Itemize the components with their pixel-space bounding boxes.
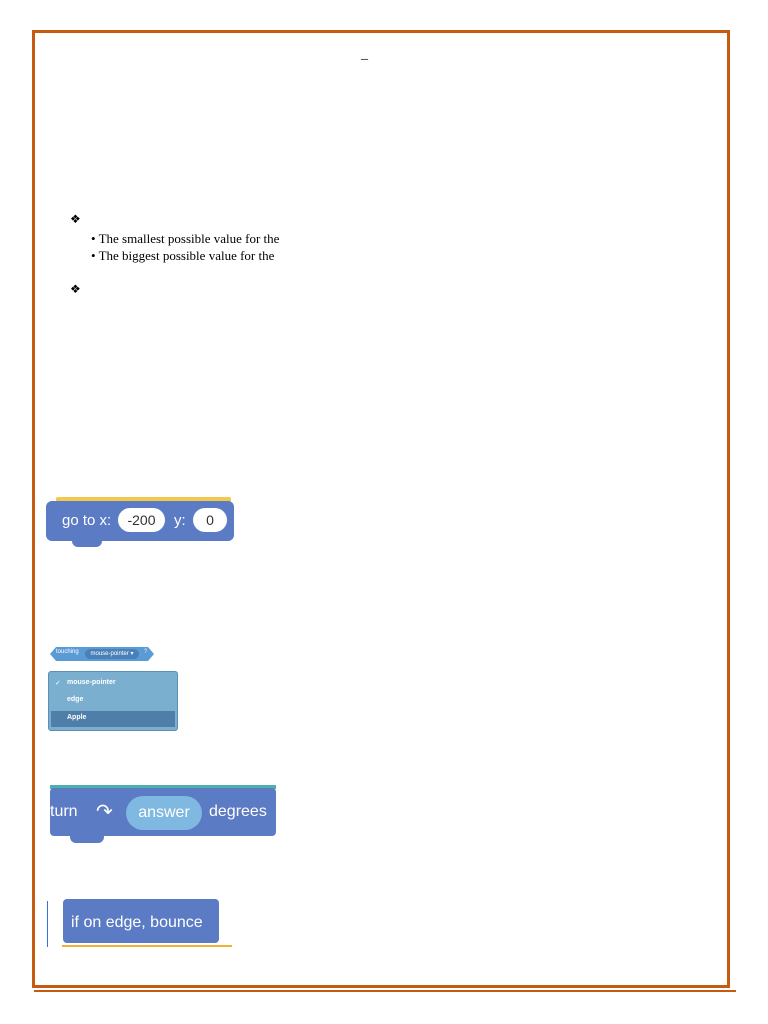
touching-dropdown-menu (48, 671, 178, 731)
bullet-line-biggest: • The biggest possible value for the (91, 248, 275, 263)
touching-label: touching (56, 649, 79, 655)
rotate-right-icon: ↷ (96, 801, 113, 823)
diamond-bullet-icon-2: ❖ (70, 282, 81, 296)
bounce-bottom-line (62, 945, 232, 947)
goto-x-label: go to x: (62, 512, 112, 529)
touching-question: ? (144, 649, 148, 655)
turn-block (50, 785, 278, 847)
touching-block (48, 645, 178, 733)
turn-answer-reporter: answer (126, 796, 202, 830)
goto-x-input: -200 (118, 508, 165, 532)
bullet-line-smallest: • The smallest possible value for the (91, 231, 280, 246)
menu-option-edge: edge (67, 696, 84, 703)
goto-xy-block (46, 497, 236, 549)
menu-option-apple: Apple (67, 714, 87, 721)
diamond-bullet-icon: ❖ (70, 212, 81, 226)
goto-y-label: y: (174, 512, 186, 529)
goto-y-input: 0 (193, 508, 227, 532)
touching-dropdown: mouse-pointer ▾ (85, 649, 139, 659)
bounce-label: if on edge, bounce (71, 914, 203, 931)
bounce-left-line (47, 901, 48, 947)
turn-degrees-label: degrees (209, 803, 267, 820)
turn-block-notch (70, 835, 104, 843)
menu-option-mouse-pointer: mouse-pointer (67, 679, 116, 686)
bounce-block (47, 897, 233, 949)
check-icon: ✓ (55, 680, 61, 687)
goto-block-notch (72, 540, 102, 547)
page-frame-bottom-line (34, 990, 736, 992)
header-dash: _ (361, 47, 368, 62)
turn-label: turn (50, 803, 78, 820)
